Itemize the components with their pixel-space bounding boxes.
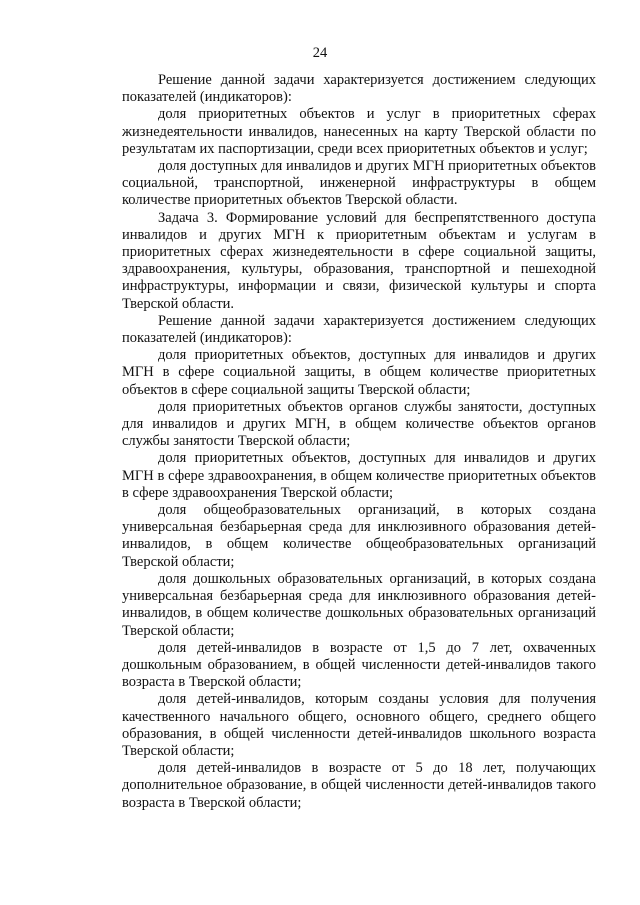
document-body (122, 72, 596, 812)
page-number: 24 (312, 45, 328, 61)
paragraph-indicator-preschool: доля дошкольных образовательных организаций, в которых создана универсальная безбарьерная среда для инклюзивного образования детей-инвалидов, в общем количестве дошкольных образовательных организаций Тверской области; (122, 570, 596, 639)
paragraph-indicator-employment-service: доля приоритетных объектов органов службы занятости, доступных для инвалидов и других МГН, в общем количестве объектов органов службы занятости Тверской области; (122, 398, 596, 450)
paragraph-indicator-school-age: доля детей-инвалидов, которым созданы условия для получения качественного начального общего, основного общего, среднего общего образования, в общей численности детей-инвалидов школьного возраста Тверской области; (122, 691, 596, 759)
paragraph-indicator-children-1-5-to-7: доля детей-инвалидов в возрасте от 1,5 до 7 лет, охваченных дошкольным образованием, в общей численности детей-инвалидов такого возраста в Тверской области; (122, 639, 596, 691)
paragraph-results-intro-1: Решение данной задачи характеризуется достижением следующих показателей (индикаторов): (122, 72, 596, 106)
paragraph-indicator-mapped-objects: доля приоритетных объектов и услуг в приоритетных сферах жизнедеятельности инвалидов, нанесенных на карту Тверской области по результатам их паспортизации, среди всех приоритетных объектов и услуг; (122, 106, 596, 157)
paragraph-indicator-general-education: доля общеобразовательных организаций, в которых создана универсальная безбарьерная среда для инклюзивного образования детей-инвалидов, в общем количестве общеобразовательных организаций Тверской области; (122, 502, 596, 570)
paragraph-results-intro-2: Решение данной задачи характеризуется достижением следующих показателей (индикаторов): (122, 312, 596, 347)
paragraph-task-3: Задача 3. Формирование условий для беспрепятственного доступа инвалидов и других МГН к приоритетным объектам и услугам в приоритетных сферах жизнедеятельности в сфере социальной защиты, здравоохранения, культуры, образования, транспортной и пешеходной инфраструктуры, информации и связи, физической культуры и спорта Тверской области. (122, 209, 596, 312)
paragraph-indicator-social-protection: доля приоритетных объектов, доступных для инвалидов и других МГН в сфере социальной защиты, в общем количестве приоритетных объектов в сфере социальной защиты Тверской области; (122, 347, 596, 398)
paragraph-indicator-accessible-infrastructure: доля доступных для инвалидов и других МГН приоритетных объектов социальной, транспортной, инженерной инфраструктуры в общем количестве приоритетных объектов Тверской области. (122, 158, 596, 209)
paragraph-indicator-healthcare: доля приоритетных объектов, доступных для инвалидов и других МГН в сфере здравоохранения, в общем количестве приоритетных объектов в сфере здравоохранения Тверской области; (122, 450, 596, 501)
paragraph-indicator-additional-education: доля детей-инвалидов в возрасте от 5 до 18 лет, получающих дополнительное образование, в общей численности детей-инвалидов такого возраста в Тверской области; (122, 760, 596, 811)
